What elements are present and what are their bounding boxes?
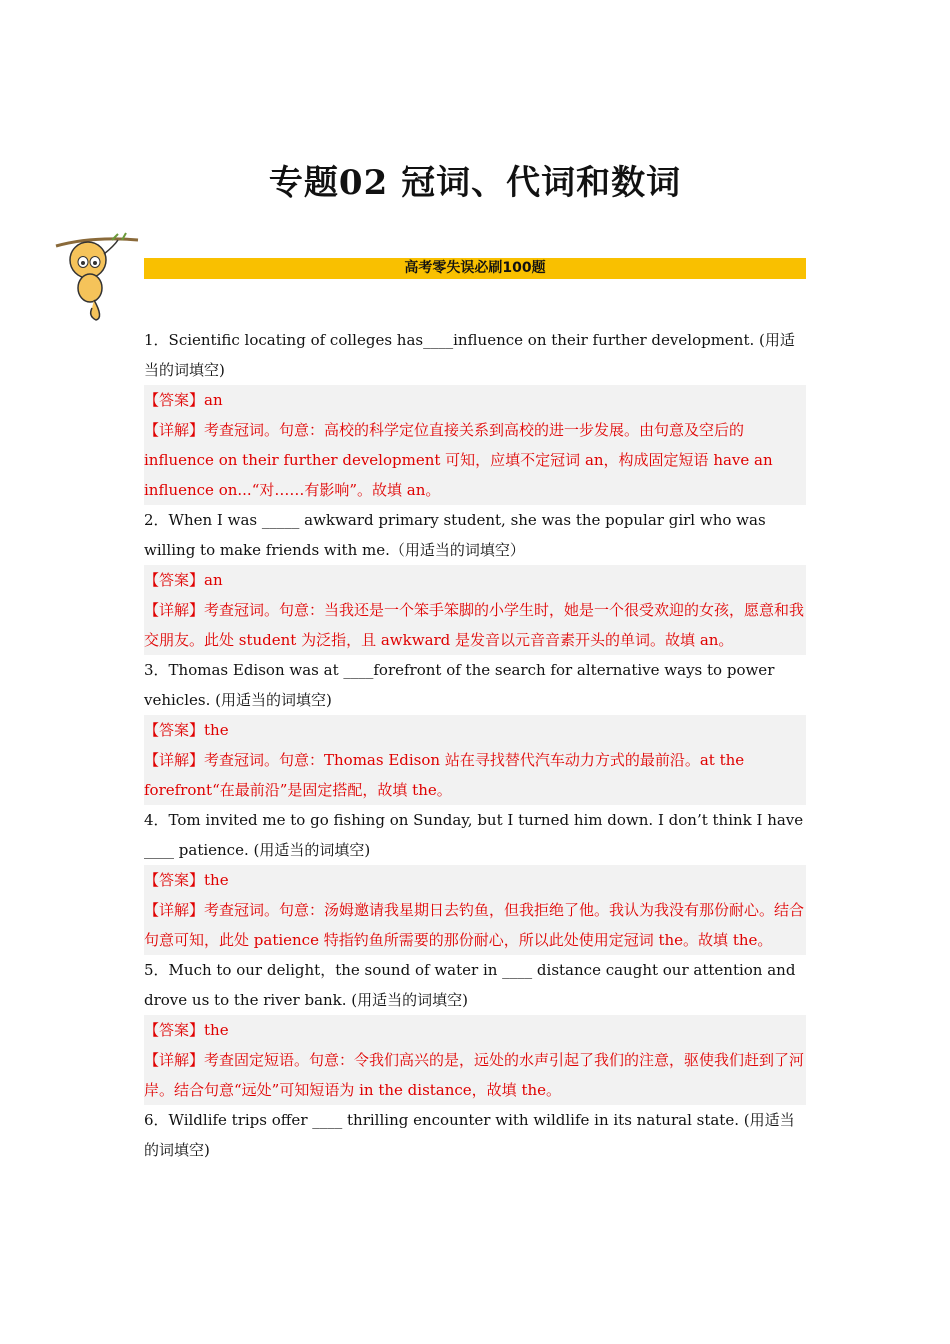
question-list xyxy=(144,325,806,1165)
monkey-mascot-icon xyxy=(52,232,144,322)
answer-line: 【答案】the xyxy=(144,1021,229,1039)
detail-line: 【详解】考查固定短语。句意：令我们高兴的是，远处的水声引起了我们的注意，驱使我们赶到了河岸。结合句意“远处”可知短语为 in the distance，故填 the。 xyxy=(144,1051,805,1099)
answer-line: 【答案】the xyxy=(144,871,229,889)
answer-block xyxy=(144,385,806,505)
question-text: 4．Tom invited me to go fishing on Sunday, but I turned him down. I don’t think I have ____ patience. (用适当的词填空) xyxy=(144,811,804,859)
answer-block xyxy=(144,715,806,805)
question-text: 1．Scientific locating of colleges has____influence on their further development. (用适当的词填空) xyxy=(144,331,795,379)
answer-line: 【答案】an xyxy=(144,391,223,409)
answer-line: 【答案】an xyxy=(144,571,223,589)
detail-line: 【详解】考查冠词。句意：Thomas Edison 站在寻找替代汽车动力方式的最前沿。at the forefront“在最前沿”是固定搭配，故填 the。 xyxy=(144,751,745,799)
detail-line: 【详解】考查冠词。句意：汤姆邀请我星期日去钓鱼，但我拒绝了他。我认为我没有那份耐心。结合句意可知，此处 patience 特指钓鱼所需要的那份耐心，所以此处使用定冠词 the。故填 the。 xyxy=(144,901,805,949)
answer-line: 【答案】the xyxy=(144,721,229,739)
section-banner: 高考零失误必刷100题 xyxy=(144,258,806,279)
answer-block xyxy=(144,565,806,655)
detail-line: 【详解】考查冠词。句意：高校的科学定位直接关系到高校的进一步发展。由句意及空后的 influence on their further development 可知，应填不定冠词 an，构成固定短语 have an influence on...“对……有影响”。故填 an。 xyxy=(144,421,773,499)
question-text: 3．Thomas Edison was at ____forefront of the search for alternative ways to power vehicles. (用适当的词填空) xyxy=(144,661,775,709)
question-text: 5．Much to our delight，the sound of water in ____ distance caught our attention and drove us to the river bank. (用适当的词填空) xyxy=(144,961,796,1009)
detail-line: 【详解】考查冠词。句意：当我还是一个笨手笨脚的小学生时，她是一个很受欢迎的女孩，愿意和我交朋友。此处 student 为泛指，且 awkward 是发音以元音音素开头的单词。故填 an。 xyxy=(144,601,805,649)
answer-block xyxy=(144,865,806,955)
question-text: 6．Wildlife trips offer ____ thrilling encounter with wildlife in its natural state. (用适当的词填空) xyxy=(144,1111,795,1159)
question-text: 2．When I was _____ awkward primary student, she was the popular girl who was willing to make friends with me.（用适当的词填空） xyxy=(144,511,766,559)
answer-block xyxy=(144,1015,806,1105)
page-title: 专题02 冠词、代词和数词 xyxy=(268,163,682,203)
